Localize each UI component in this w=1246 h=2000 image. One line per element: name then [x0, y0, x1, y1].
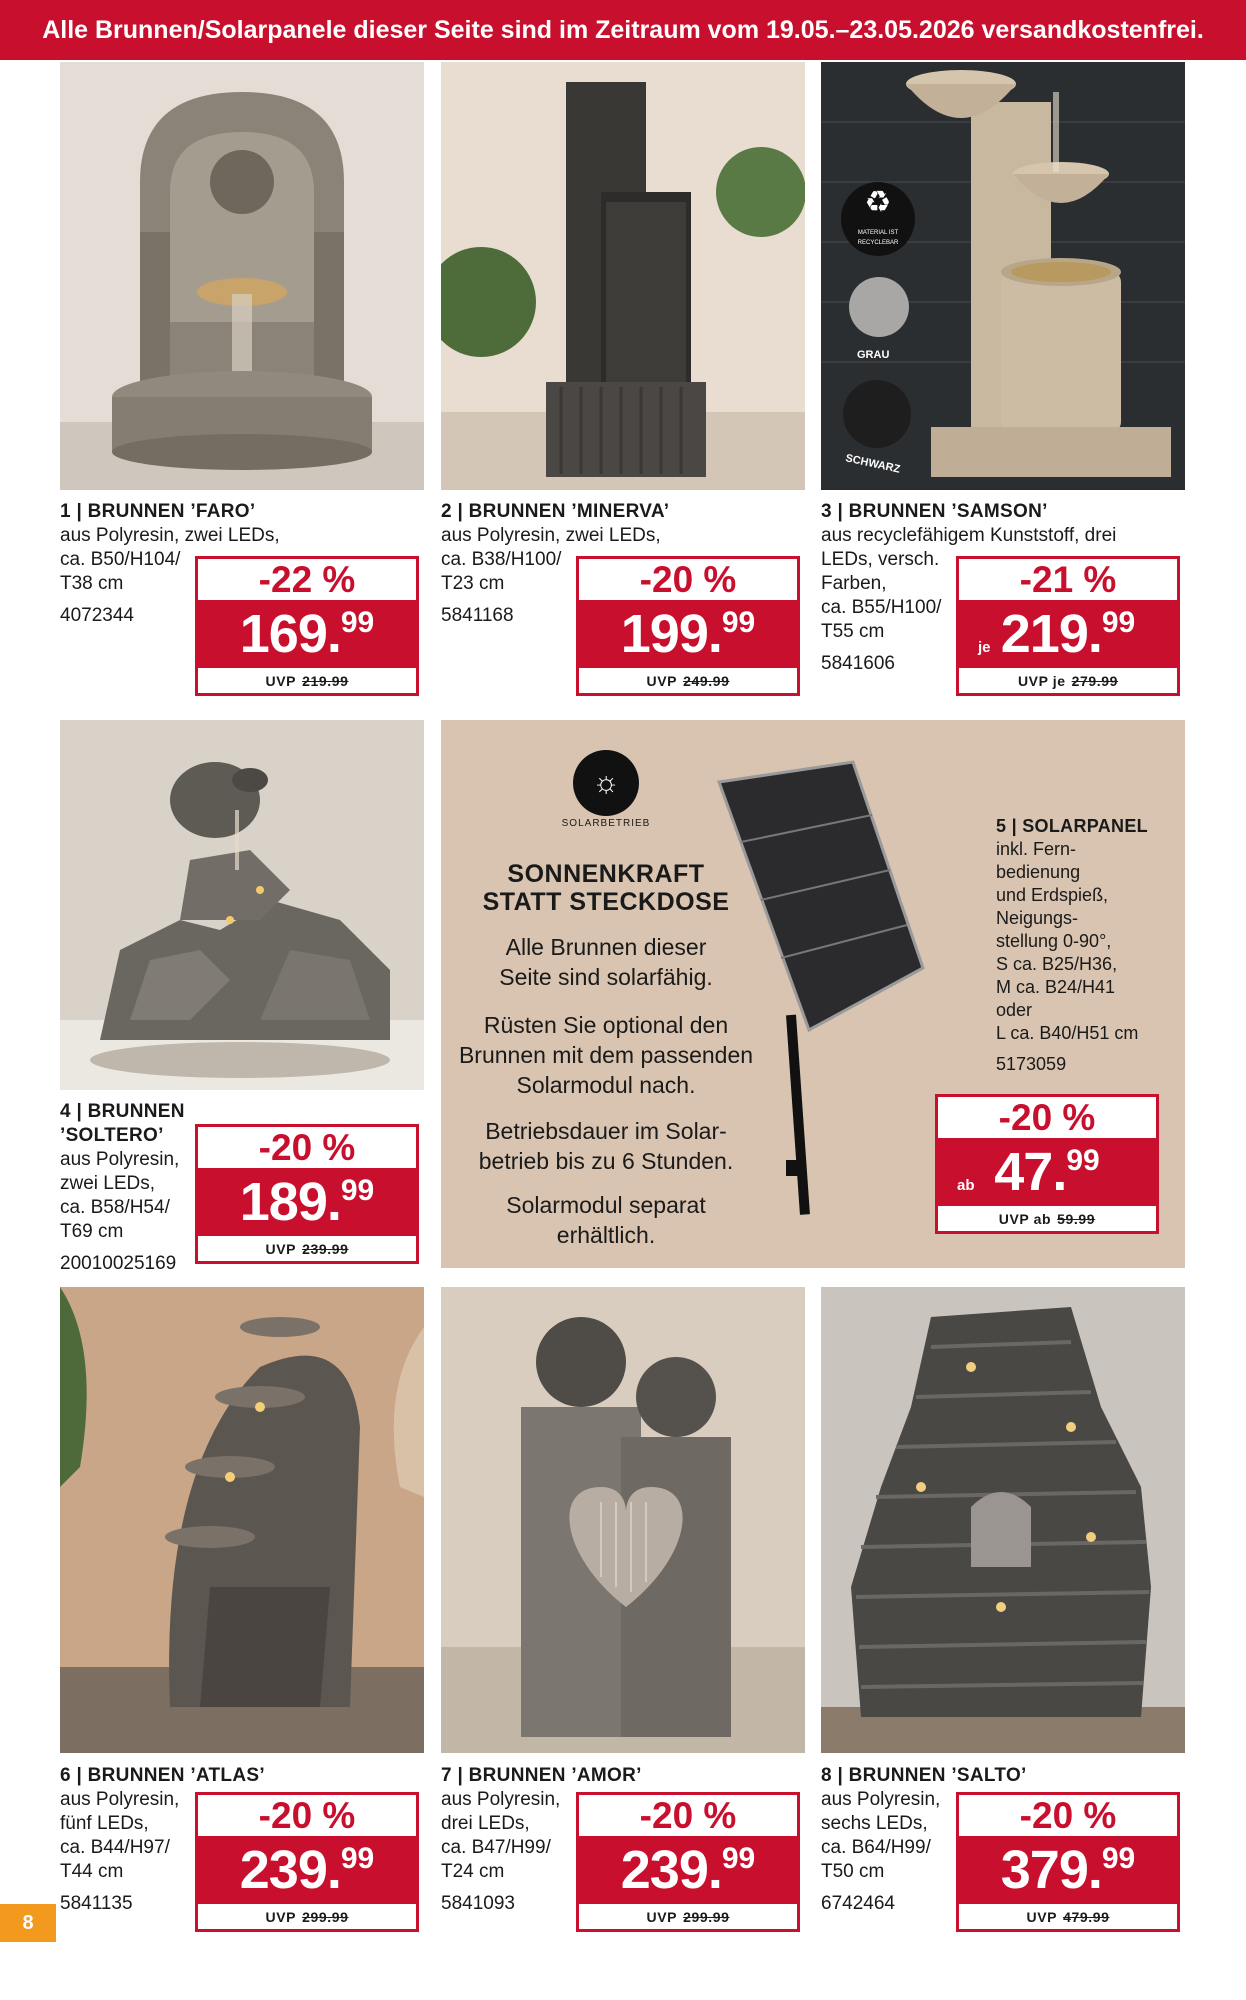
price-main [956, 1836, 1180, 1904]
solar-text: Betriebsdauer im Solar- [485, 1118, 727, 1144]
product-image-faro[interactable] [60, 62, 424, 490]
product-title: 3 | BRUNNEN ’SAMSON’ [821, 501, 1048, 522]
discount-badge: -20 % [195, 1792, 419, 1836]
uvp-label: UVP [265, 1240, 297, 1257]
price-prefix: je [978, 639, 991, 656]
page-number: 8 [0, 1904, 56, 1942]
recyclable-label: MATERIAL IST RECYCLEBAR [857, 230, 899, 246]
product-spec: T44 cm [60, 1861, 124, 1882]
solar-heading-line: STATT STECKDOSE [482, 888, 730, 916]
product-title: 6 | BRUNNEN ’ATLAS’ [60, 1765, 265, 1786]
price-prefix: ab [957, 1177, 975, 1194]
product-spec: LEDs, versch. [821, 549, 940, 570]
product-spec: ca. B47/H99/ [441, 1837, 551, 1858]
product-spec: aus Polyresin, [60, 1149, 180, 1170]
product-spec: sechs LEDs, [821, 1813, 928, 1834]
solar-badge-label: SOLARBETRIEB [561, 818, 651, 829]
swatch-black-label: SCHWARZ [844, 452, 902, 476]
price-box-amor [576, 1792, 800, 1932]
product-spec: inkl. Fern- [996, 839, 1077, 859]
price-main [576, 1836, 800, 1904]
product-title: 4 | BRUNNEN ’SOLTERO’ [60, 1101, 185, 1146]
discount-badge: -20 % [195, 1124, 419, 1168]
product-spec: ca. B55/H100/ [821, 597, 942, 618]
price-box-salto [956, 1792, 1180, 1932]
uvp-line [956, 1904, 1180, 1932]
product-spec: Neigungs- [996, 908, 1079, 928]
product-spec: T38 cm [60, 573, 124, 594]
price-main [195, 1168, 419, 1236]
product-spec: T24 cm [441, 1861, 505, 1882]
price-amount: 47. [994, 1142, 1067, 1202]
price-box-minerva [576, 556, 800, 696]
product-spec: aus Polyresin, [821, 1789, 941, 1810]
price-cents: 99 [721, 1842, 756, 1875]
solar-text: Seite sind solarfähig. [499, 964, 713, 990]
product-title: 8 | BRUNNEN ’SALTO’ [821, 1765, 1027, 1786]
uvp-price: 299.99 [302, 1908, 349, 1925]
solar-text: betrieb bis zu 6 Stunden. [478, 1148, 734, 1174]
product-spec: T69 cm [60, 1221, 124, 1242]
shipping-banner: Alle Brunnen/Solarpanele dieser Seite sind im Zeitraum vom 19.05.–23.05.2026 versandkostenfrei. [0, 0, 1246, 60]
product-spec: aus Polyresin, zwei LEDs, [60, 525, 280, 546]
product-desc-soltero [60, 1100, 200, 1276]
solar-badge [573, 750, 639, 816]
price-cents: 99 [1101, 606, 1136, 639]
product-spec: bedienung [996, 862, 1081, 882]
discount-badge: -20 % [576, 556, 800, 600]
price-amount: 189. [239, 1172, 341, 1232]
product-spec: aus recyclefähigem Kunststoff, drei [821, 525, 1117, 546]
product-spec: T23 cm [441, 573, 505, 594]
solar-text: Brunnen mit dem passenden [458, 1042, 754, 1068]
uvp-line [935, 1206, 1159, 1234]
article-number: 20010025169 [60, 1253, 177, 1274]
solar-promo-panel [441, 720, 1185, 1268]
article-number: 5841093 [441, 1893, 515, 1914]
product-spec: ca. B58/H54/ [60, 1197, 170, 1218]
swatch-grey[interactable] [849, 277, 909, 337]
product-spec: T55 cm [821, 621, 885, 642]
uvp-line [576, 1904, 800, 1932]
article-number: 5173059 [996, 1054, 1067, 1074]
uvp-line [576, 668, 800, 696]
solar-text: Solarmodul separat [506, 1192, 706, 1218]
product-spec: M ca. B24/H41 [996, 977, 1116, 997]
solar-text: erhältlich. [556, 1222, 656, 1248]
swatch-black[interactable] [843, 380, 911, 448]
uvp-label: UVP [646, 672, 678, 689]
price-amount: 379. [1000, 1840, 1102, 1900]
product-image-minerva[interactable] [441, 62, 805, 490]
product-spec: T50 cm [821, 1861, 885, 1882]
product-title: 2 | BRUNNEN ’MINERVA’ [441, 501, 670, 522]
product-title: 5 | SOLARPANEL [996, 816, 1148, 836]
product-image-amor[interactable] [441, 1287, 805, 1753]
uvp-label: UVP [646, 1908, 678, 1925]
product-spec: aus Polyresin, zwei LEDs, [441, 525, 661, 546]
product-spec: drei LEDs, [441, 1813, 530, 1834]
solar-icon: ☼ [592, 766, 620, 799]
uvp-price: 239.99 [302, 1240, 349, 1257]
uvp-price: 59.99 [1057, 1210, 1096, 1227]
price-cents: 99 [721, 606, 756, 639]
uvp-label: UVP ab [998, 1210, 1052, 1227]
product-spec: ca. B50/H104/ [60, 549, 181, 570]
product-spec: und Erdspieß, [996, 885, 1109, 905]
product-spec: zwei LEDs, [60, 1173, 156, 1194]
solar-text: Alle Brunnen dieser [505, 934, 707, 960]
recyclable-badge [841, 182, 915, 256]
discount-badge: -21 % [956, 556, 1180, 600]
price-box-solarpanel [935, 1094, 1159, 1234]
uvp-price: 249.99 [683, 672, 730, 689]
price-amount: 169. [239, 604, 341, 664]
product-image-atlas[interactable] [60, 1287, 424, 1753]
solar-text: Solarmodul nach. [516, 1072, 696, 1098]
price-main [195, 1836, 419, 1904]
uvp-price: 479.99 [1063, 1908, 1110, 1925]
recycle-icon: ♻ [864, 186, 892, 219]
product-image-salto[interactable] [821, 1287, 1185, 1753]
product-spec: L ca. B40/H51 cm [996, 1023, 1139, 1043]
article-number: 4072344 [60, 605, 134, 626]
product-spec: stellung 0-90°, [996, 931, 1112, 951]
price-cents: 99 [340, 1174, 375, 1207]
price-box-atlas [195, 1792, 419, 1932]
uvp-line [195, 1904, 419, 1932]
discount-badge: -20 % [576, 1792, 800, 1836]
discount-badge: -20 % [956, 1792, 1180, 1836]
product-image-samson[interactable] [821, 62, 1185, 490]
uvp-price: 299.99 [683, 1908, 730, 1925]
product-spec: fünf LEDs, [60, 1813, 149, 1834]
product-image-soltero[interactable] [60, 720, 424, 1090]
price-box-soltero [195, 1124, 419, 1264]
product-spec: Farben, [821, 573, 887, 594]
product-desc-solarpanel [996, 815, 1148, 1076]
price-amount: 219. [1000, 604, 1102, 664]
uvp-label: UVP [1026, 1908, 1058, 1925]
price-cents: 99 [340, 606, 375, 639]
price-amount: 199. [620, 604, 722, 664]
product-title: 1 | BRUNNEN ’FARO’ [60, 501, 256, 522]
price-cents: 99 [1066, 1144, 1100, 1177]
discount-badge: -22 % [195, 556, 419, 600]
uvp-line [195, 668, 419, 696]
product-spec: ca. B38/H100/ [441, 549, 562, 570]
uvp-label: UVP [265, 1908, 297, 1925]
article-number: 5841135 [60, 1893, 133, 1914]
product-spec: S ca. B25/H36, [996, 954, 1118, 974]
solar-panel-image[interactable] [691, 760, 941, 1260]
product-spec: aus Polyresin, [60, 1789, 180, 1810]
product-spec: ca. B44/H97/ [60, 1837, 170, 1858]
price-amount: 239. [239, 1840, 341, 1900]
uvp-price: 279.99 [1071, 672, 1119, 689]
product-spec: ca. B64/H99/ [821, 1837, 931, 1858]
solar-heading-line: SONNENKRAFT [507, 860, 705, 888]
price-amount: 239. [620, 1840, 722, 1900]
uvp-price: 219.99 [302, 672, 349, 689]
uvp-label: UVP [265, 672, 297, 689]
product-spec: oder [996, 1000, 1033, 1020]
product-title: 7 | BRUNNEN ’AMOR’ [441, 1765, 642, 1786]
price-cents: 99 [340, 1842, 375, 1875]
uvp-line [956, 668, 1180, 696]
swatch-grey-label: GRAU [857, 349, 890, 361]
discount-badge: -20 % [935, 1094, 1159, 1138]
price-main [956, 600, 1180, 668]
price-main [576, 600, 800, 668]
uvp-label: UVP je [1017, 672, 1066, 689]
uvp-line [195, 1236, 419, 1264]
solar-text: Rüsten Sie optional den [483, 1012, 729, 1038]
product-spec: aus Polyresin, [441, 1789, 561, 1810]
price-box-samson [956, 556, 1180, 696]
article-number: 6742464 [821, 1893, 895, 1914]
price-box-faro [195, 556, 419, 696]
price-main [935, 1138, 1159, 1206]
price-cents: 99 [1101, 1842, 1136, 1875]
article-number: 5841606 [821, 653, 895, 674]
article-number: 5841168 [441, 605, 514, 626]
price-main [195, 600, 419, 668]
